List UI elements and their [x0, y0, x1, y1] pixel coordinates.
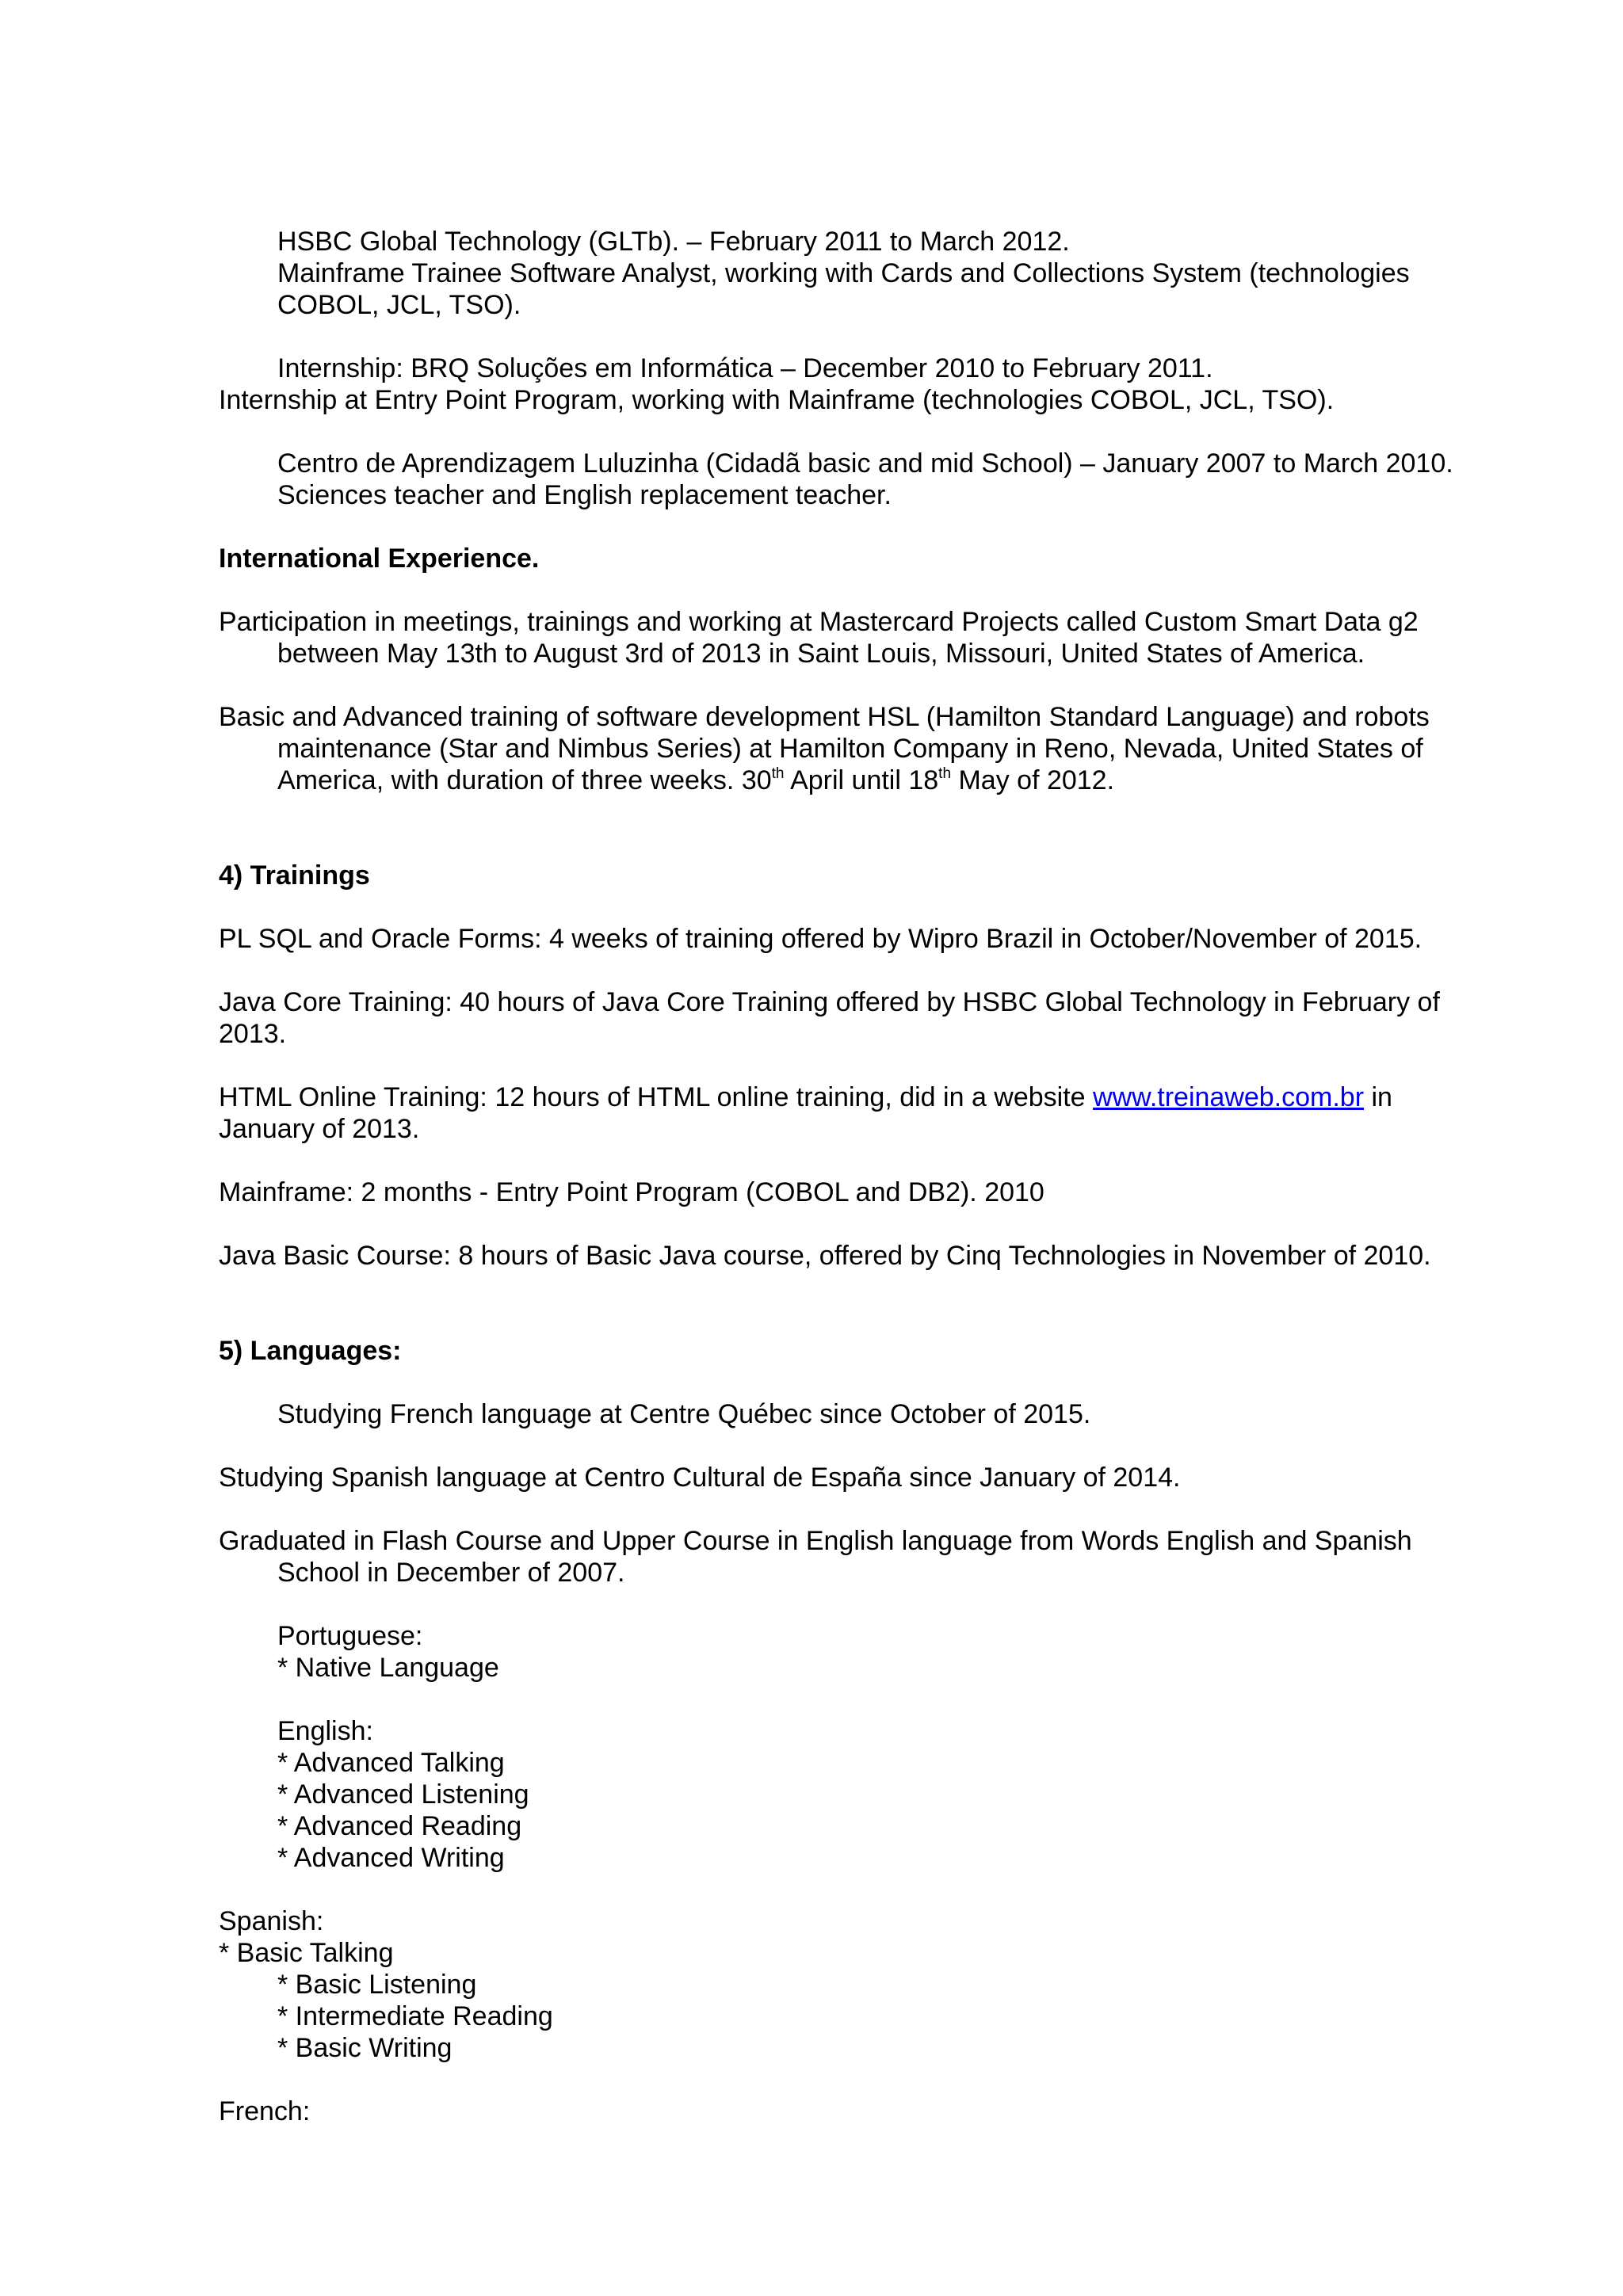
brq-title-line: Internship: BRQ Soluções em Informática – December 2010 to February 2011.	[277, 353, 1213, 383]
spanish-item: * Basic Talking	[219, 1938, 394, 1968]
hamilton-dates-part-c: May of 2012.	[951, 765, 1115, 795]
english-title: English:	[277, 1716, 373, 1746]
graduated-line-cont: School in December of 2007.	[277, 1558, 625, 1588]
treinaweb-link[interactable]: www.treinaweb.com.br	[1093, 1082, 1365, 1112]
training-mainframe: Mainframe: 2 months - Entry Point Program (COBOL and DB2). 2010	[219, 1177, 1044, 1207]
hamilton-ordinal-1: th	[771, 765, 785, 782]
english-item: * Advanced Talking	[277, 1748, 505, 1778]
trainings-heading: 4) Trainings	[219, 860, 370, 891]
luluzinha-title-line: Centro de Aprendizagem Luluzinha (Cidadã basic and mid School) – January 2007 to March 2010.	[277, 448, 1453, 479]
mastercard-line: Participation in meetings, trainings and working at Mastercard Projects called Custom Smart Data g2	[219, 607, 1419, 637]
hamilton-line: Basic and Advanced training of software development HSL (Hamilton Standard Language) and robots	[219, 702, 1430, 732]
training-html-text: HTML Online Training: 12 hours of HTML online training, did in a website	[219, 1082, 1094, 1112]
hamilton-ordinal-2: th	[938, 765, 952, 782]
english-item: * Advanced Reading	[277, 1811, 522, 1841]
graduated-line: Graduated in Flash Course and Upper Course in English language from Words English and Spanish	[219, 1526, 1412, 1556]
french-study-line: Studying French language at Centre Québec since October of 2015.	[277, 1399, 1091, 1429]
hsbc-role-line-cont: COBOL, JCL, TSO).	[277, 290, 521, 320]
training-html-cont: January of 2013.	[219, 1114, 420, 1144]
international-heading: International Experience.	[219, 543, 540, 574]
training-java-core-cont: 2013.	[219, 1019, 287, 1049]
spanish-item: * Basic Listening	[277, 1970, 477, 2000]
hamilton-dates-part-b: April until 18	[784, 765, 939, 795]
mastercard-line-cont: between May 13th to August 3rd of 2013 in Saint Louis, Missouri, United States of America.	[277, 639, 1365, 669]
spanish-title: Spanish:	[219, 1906, 324, 1936]
luluzinha-role-line: Sciences teacher and English replacement teacher.	[277, 480, 892, 510]
spanish-item: * Intermediate Reading	[277, 2001, 553, 2031]
english-item: * Advanced Writing	[277, 1843, 505, 1873]
languages-heading: 5) Languages:	[219, 1336, 402, 1366]
brq-role-line: Internship at Entry Point Program, working with Mainframe (technologies COBOL, JCL, TSO).	[219, 385, 1335, 415]
training-html-text-end: in	[1364, 1082, 1392, 1112]
training-java-basic: Java Basic Course: 8 hours of Basic Java course, offered by Cinq Technologies in November of 2010.	[219, 1241, 1431, 1271]
training-java-core: Java Core Training: 40 hours of Java Core Training offered by HSBC Global Technology in February of	[219, 987, 1440, 1017]
portuguese-item: * Native Language	[277, 1653, 499, 1683]
hamilton-dates-line	[277, 765, 1114, 796]
hamilton-line-cont: maintenance (Star and Nimbus Series) at Hamilton Company in Reno, Nevada, United States of	[277, 734, 1423, 764]
hsbc-title-line: HSBC Global Technology (GLTb). – February 2011 to March 2012.	[277, 227, 1070, 257]
training-html	[219, 1081, 1392, 1113]
hamilton-dates-part-a: America, with duration of three weeks. 30	[277, 765, 772, 795]
hsbc-role-line: Mainframe Trainee Software Analyst, working with Cards and Collections System (technologies	[277, 258, 1410, 288]
french-title: French:	[219, 2096, 311, 2126]
spanish-item: * Basic Writing	[277, 2033, 453, 2063]
spanish-study-line: Studying Spanish language at Centro Cultural de España since January of 2014.	[219, 1463, 1181, 1493]
english-item: * Advanced Listening	[277, 1779, 529, 1810]
portuguese-title: Portuguese:	[277, 1621, 423, 1651]
training-plsql: PL SQL and Oracle Forms: 4 weeks of training offered by Wipro Brazil in October/November of 2015.	[219, 924, 1423, 954]
